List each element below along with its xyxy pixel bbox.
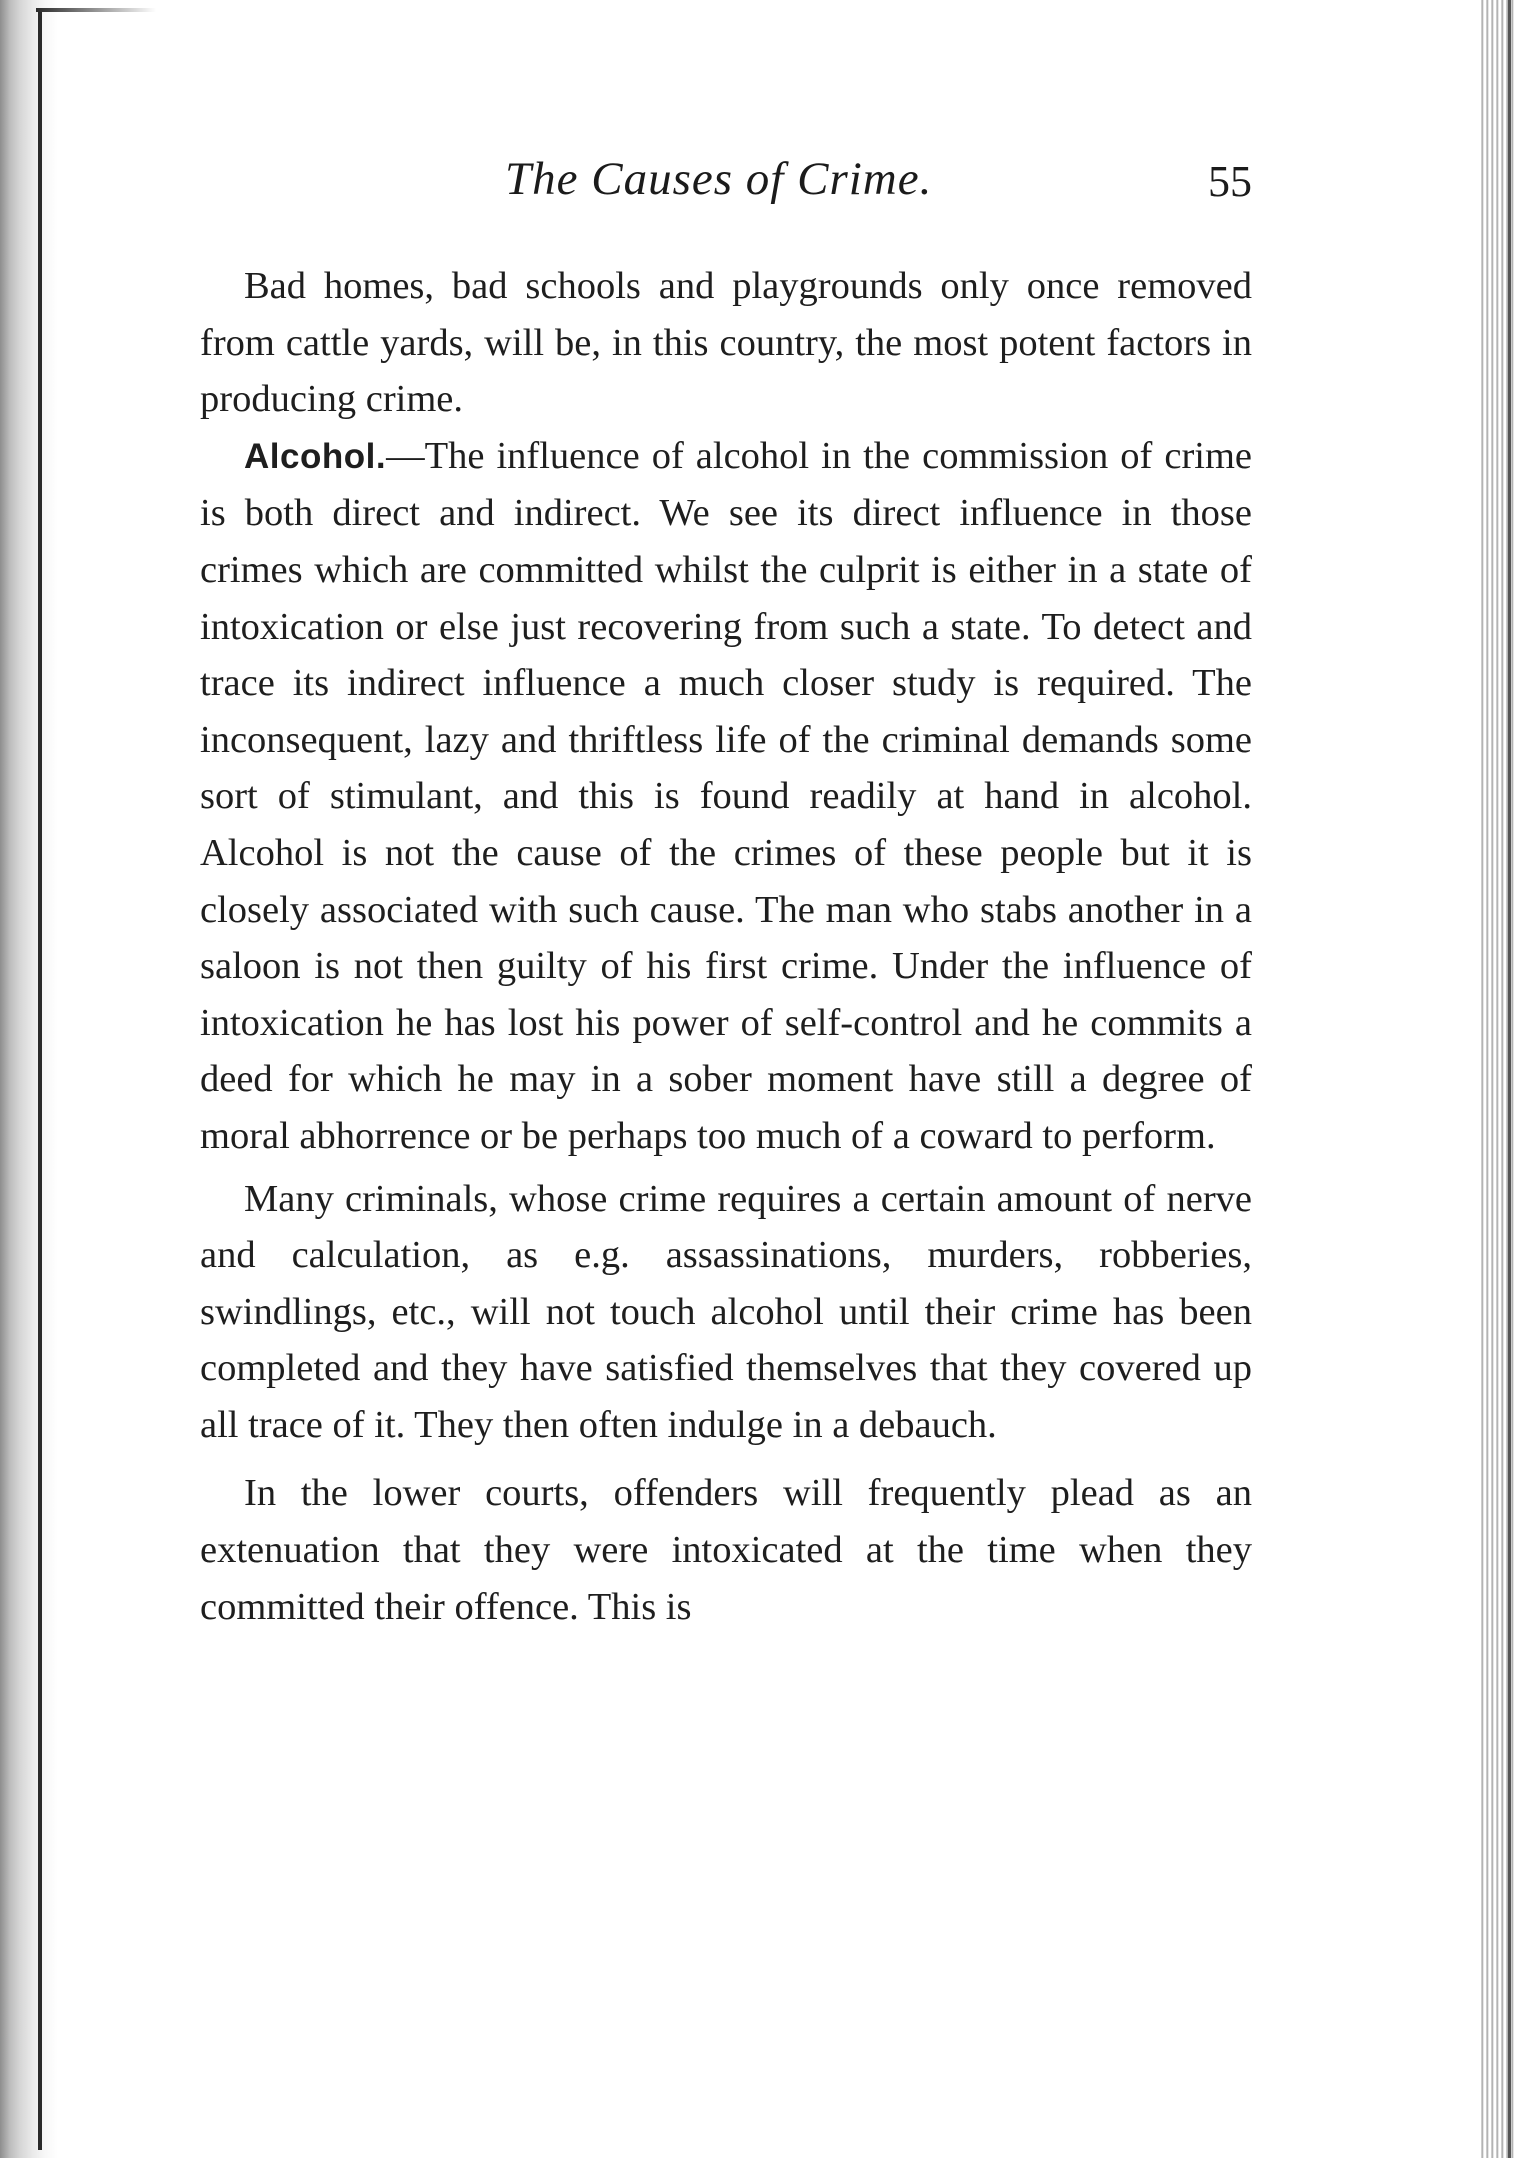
binding-shadow bbox=[0, 0, 58, 2158]
running-title: The Causes of Crime. bbox=[505, 153, 933, 205]
paragraph bbox=[200, 1465, 1252, 1635]
paragraph bbox=[200, 428, 1252, 1165]
page-header bbox=[200, 152, 1252, 220]
page-edge-dark-line bbox=[1508, 0, 1511, 2158]
paragraph-text: Many criminals, whose crime requires a certain amount of nerve and calculation, as e.g. assassinations, murders, robberies, swindlings, etc., will not touch alcohol until their crime has been completed and they have satisfied themselves that they covered up all trace of it. They then often indulge in a debauch. bbox=[200, 1177, 1252, 1446]
section-run-in-heading: Alcohol. bbox=[244, 436, 387, 476]
body-text bbox=[200, 258, 1252, 1635]
binding-edge-line bbox=[38, 10, 42, 2150]
paragraph-text: —The influence of alcohol in the commission of crime is both direct and indirect. We see its direct influence in those crimes which are committed whilst the culprit is either in a state of intoxication or else just recovering from such a state. To detect and trace its indirect influence a much closer study is required. The inconsequent, lazy and thriftless life of the criminal demands some sort of stimulant, and this is found readily at hand in alcohol. Alcohol is not the cause of the crimes of these people but it is closely associated with such cause. The man who stabs another in a saloon is not then guilty of his first crime. Under the influence of intoxication he has lost his power of self-control and he commits a deed for which he may in a sober moment have still a degree of moral abhorrence or be perhaps too much of a coward to perform. bbox=[200, 434, 1252, 1157]
page-number: 55 bbox=[1208, 157, 1252, 206]
paragraph-text: In the lower courts, offenders will frequently plead as an extenuation that they were intoxicated at the time when they committed their offence. This is bbox=[200, 1472, 1252, 1628]
binding-corner-mark bbox=[36, 8, 156, 12]
paragraph bbox=[200, 258, 1252, 428]
paragraph bbox=[200, 1171, 1252, 1454]
paragraph-text: Bad homes, bad schools and playgrounds only once removed from cattle yards, will be, in this country, the most potent factors in producing crime. bbox=[200, 265, 1252, 421]
